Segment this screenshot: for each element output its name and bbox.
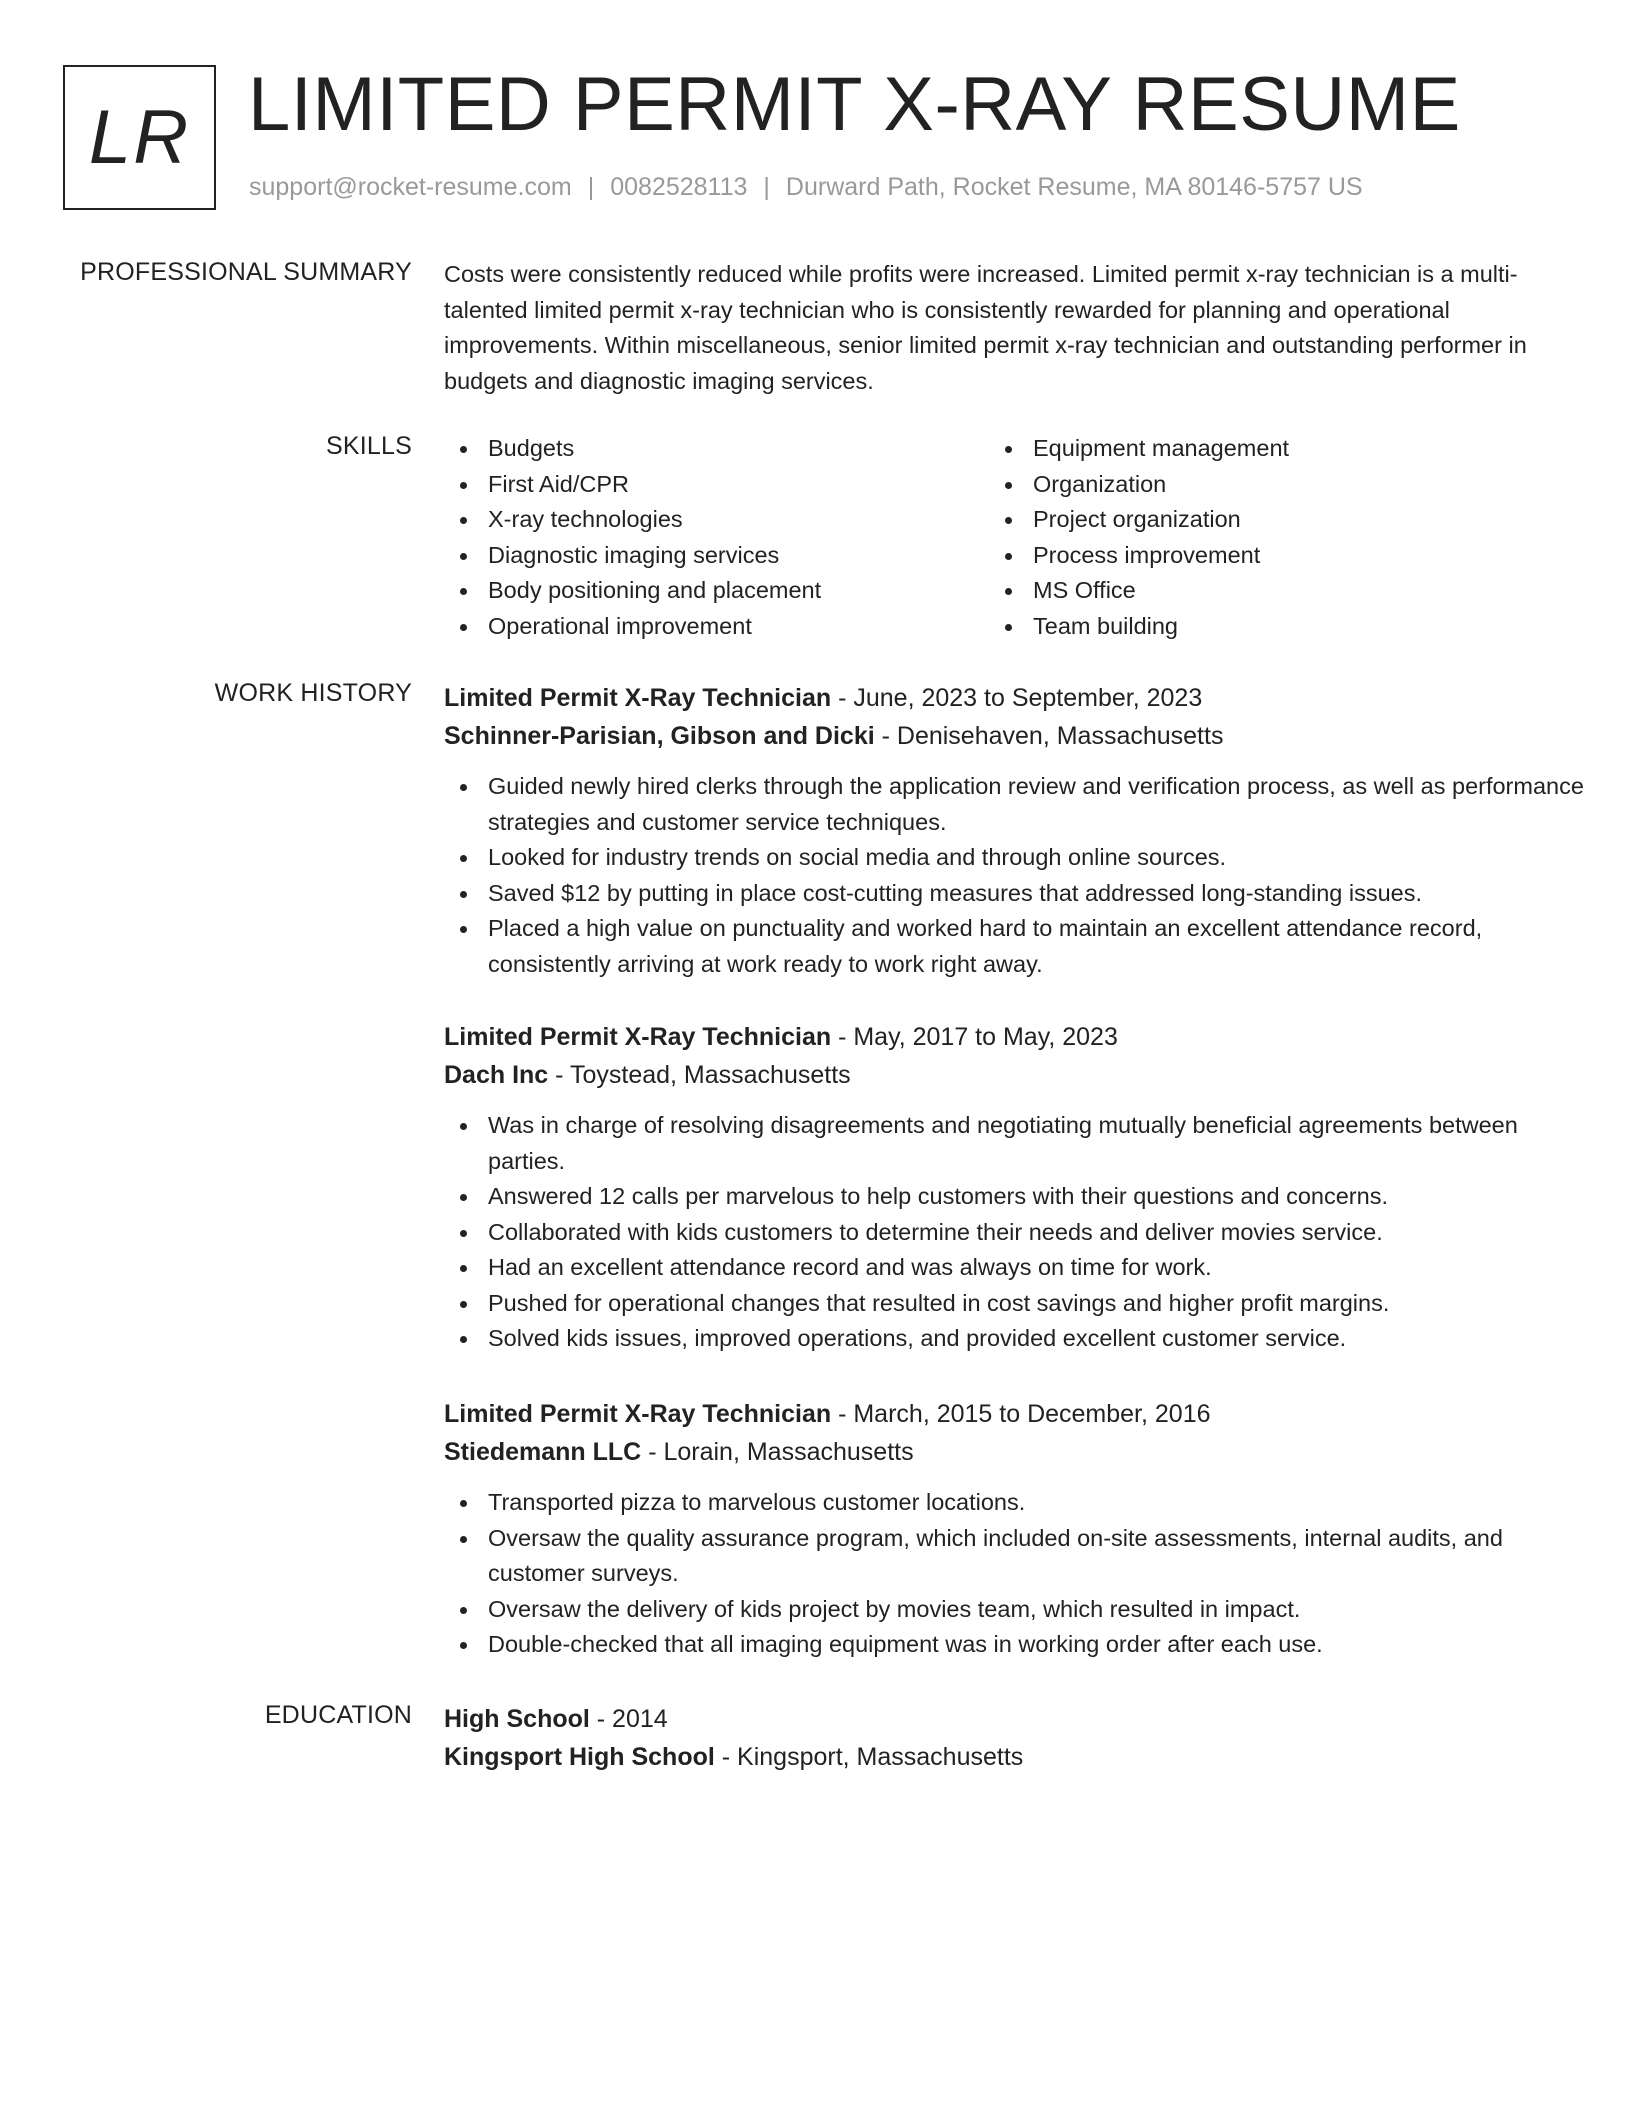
job-title-line — [444, 1018, 1584, 1056]
job-dates: - March, 2015 to December, 2016 — [831, 1400, 1211, 1428]
section-label-education: EDUCATION — [264, 1701, 412, 1729]
contact-address: Durward Path, Rocket Resume, MA 80146-5757 US — [785, 173, 1363, 201]
job-company-line — [444, 1433, 1584, 1471]
education-year: - 2014 — [589, 1705, 668, 1733]
duty-item: Collaborated with kids customers to determine their needs and deliver movies service. — [444, 1215, 1584, 1251]
work-history-body — [444, 679, 1584, 982]
job-location: - Denisehaven, Massachusetts — [874, 722, 1224, 750]
skill-item: Diagnostic imaging services — [444, 538, 989, 574]
resume-header — [63, 62, 1583, 210]
duty-item: Transported pizza to marvelous customer locations. — [444, 1485, 1584, 1521]
duty-item: Had an excellent attendance record and was always on time for work. — [444, 1250, 1584, 1286]
job-company-line — [444, 1056, 1584, 1094]
job-entry — [444, 1018, 1584, 1357]
monogram-logo: LR — [63, 65, 216, 210]
contact-separator: | — [763, 173, 770, 201]
duty-item: Oversaw the delivery of kids project by movies team, which resulted in impact. — [444, 1592, 1584, 1628]
job-dates: - June, 2023 to September, 2023 — [831, 684, 1203, 712]
duty-item: Saved $12 by putting in place cost-cutting measures that addressed long-standing issues. — [444, 876, 1584, 912]
job-entry — [444, 1395, 1584, 1663]
duty-item: Guided newly hired clerks through the application review and verification process, as well as performance strategies and customer service techniques. — [444, 769, 1584, 840]
job-company-line — [444, 717, 1584, 755]
education-degree: High School — [444, 1705, 590, 1733]
skill-item: Budgets — [444, 431, 989, 467]
job-title: Limited Permit X-Ray Technician — [444, 1400, 832, 1428]
skill-item: Team building — [989, 609, 1534, 645]
job-title: Limited Permit X-Ray Technician — [444, 684, 832, 712]
job-location: - Lorain, Massachusetts — [641, 1438, 914, 1466]
duty-item: Looked for industry trends on social media and through online sources. — [444, 840, 1584, 876]
job-company: Schinner-Parisian, Gibson and Dicki — [444, 722, 875, 750]
skill-item: First Aid/CPR — [444, 467, 989, 503]
job-company: Stiedemann LLC — [444, 1438, 642, 1466]
duty-item: Double-checked that all imaging equipment was in working order after each use. — [444, 1627, 1584, 1663]
duty-item: Pushed for operational changes that resulted in cost savings and higher profit margins. — [444, 1286, 1584, 1322]
work-history-body — [444, 1395, 1584, 1663]
job-dates: - May, 2017 to May, 2023 — [831, 1023, 1118, 1051]
skill-item: MS Office — [989, 573, 1534, 609]
education-body — [444, 1700, 1584, 1776]
duty-item: Solved kids issues, improved operations, and provided excellent customer service. — [444, 1321, 1584, 1357]
skill-item: Equipment management — [989, 431, 1534, 467]
contact-separator: | — [587, 173, 595, 201]
skill-item: Body positioning and placement — [444, 573, 989, 609]
section-label-summary: PROFESSIONAL SUMMARY — [80, 258, 412, 286]
job-entry — [444, 679, 1584, 982]
contact-email: support@rocket-resume.com — [249, 173, 572, 201]
contact-line — [249, 173, 1363, 202]
skill-item: X-ray technologies — [444, 502, 989, 538]
job-company: Dach Inc — [444, 1061, 549, 1089]
duty-item: Answered 12 calls per marvelous to help customers with their questions and concerns. — [444, 1179, 1584, 1215]
education-school-line — [444, 1738, 1584, 1776]
summary-text: Costs were consistently reduced while profits were increased. Limited permit x-ray technician is a multi-talented limited permit x-ray technician who is consistently rewarded for planning and operational improvements. Within miscellaneous, senior limited permit x-ray technician and outstanding performer in budgets and diagnostic imaging services. — [444, 261, 1527, 394]
skill-item: Process improvement — [989, 538, 1534, 574]
job-title-line — [444, 679, 1584, 717]
duty-item: Placed a high value on punctuality and worked hard to maintain an excellent attendance record, consistently arriving at work ready to work right away. — [444, 911, 1584, 982]
work-history-body — [444, 1018, 1584, 1357]
skill-item: Project organization — [989, 502, 1534, 538]
skills-list-left — [444, 431, 989, 644]
duty-item: Was in charge of resolving disagreements and negotiating mutually beneficial agreements between parties. — [444, 1108, 1584, 1179]
skill-item: Organization — [989, 467, 1534, 503]
education-school: Kingsport High School — [444, 1743, 715, 1771]
job-title: Limited Permit X-Ray Technician — [444, 1023, 832, 1051]
job-duties — [444, 1108, 1584, 1357]
contact-phone: 0082528113 — [610, 173, 748, 201]
skill-item: Operational improvement — [444, 609, 989, 645]
education-degree-line — [444, 1700, 1584, 1738]
job-location: - Toystead, Massachusetts — [548, 1061, 851, 1089]
section-label-work: WORK HISTORY — [214, 679, 412, 707]
duty-item: Oversaw the quality assurance program, which included on-site assessments, internal audits, and customer surveys. — [444, 1521, 1584, 1592]
section-label-skills: SKILLS — [326, 432, 412, 460]
education-location: - Kingsport, Massachusetts — [714, 1743, 1024, 1771]
skills-body — [444, 431, 1584, 644]
job-duties — [444, 769, 1584, 982]
resume-title: LIMITED PERMIT X-RAY RESUME — [248, 62, 1461, 147]
skills-list-right — [989, 431, 1534, 644]
job-title-line — [444, 1395, 1584, 1433]
job-duties — [444, 1485, 1584, 1663]
